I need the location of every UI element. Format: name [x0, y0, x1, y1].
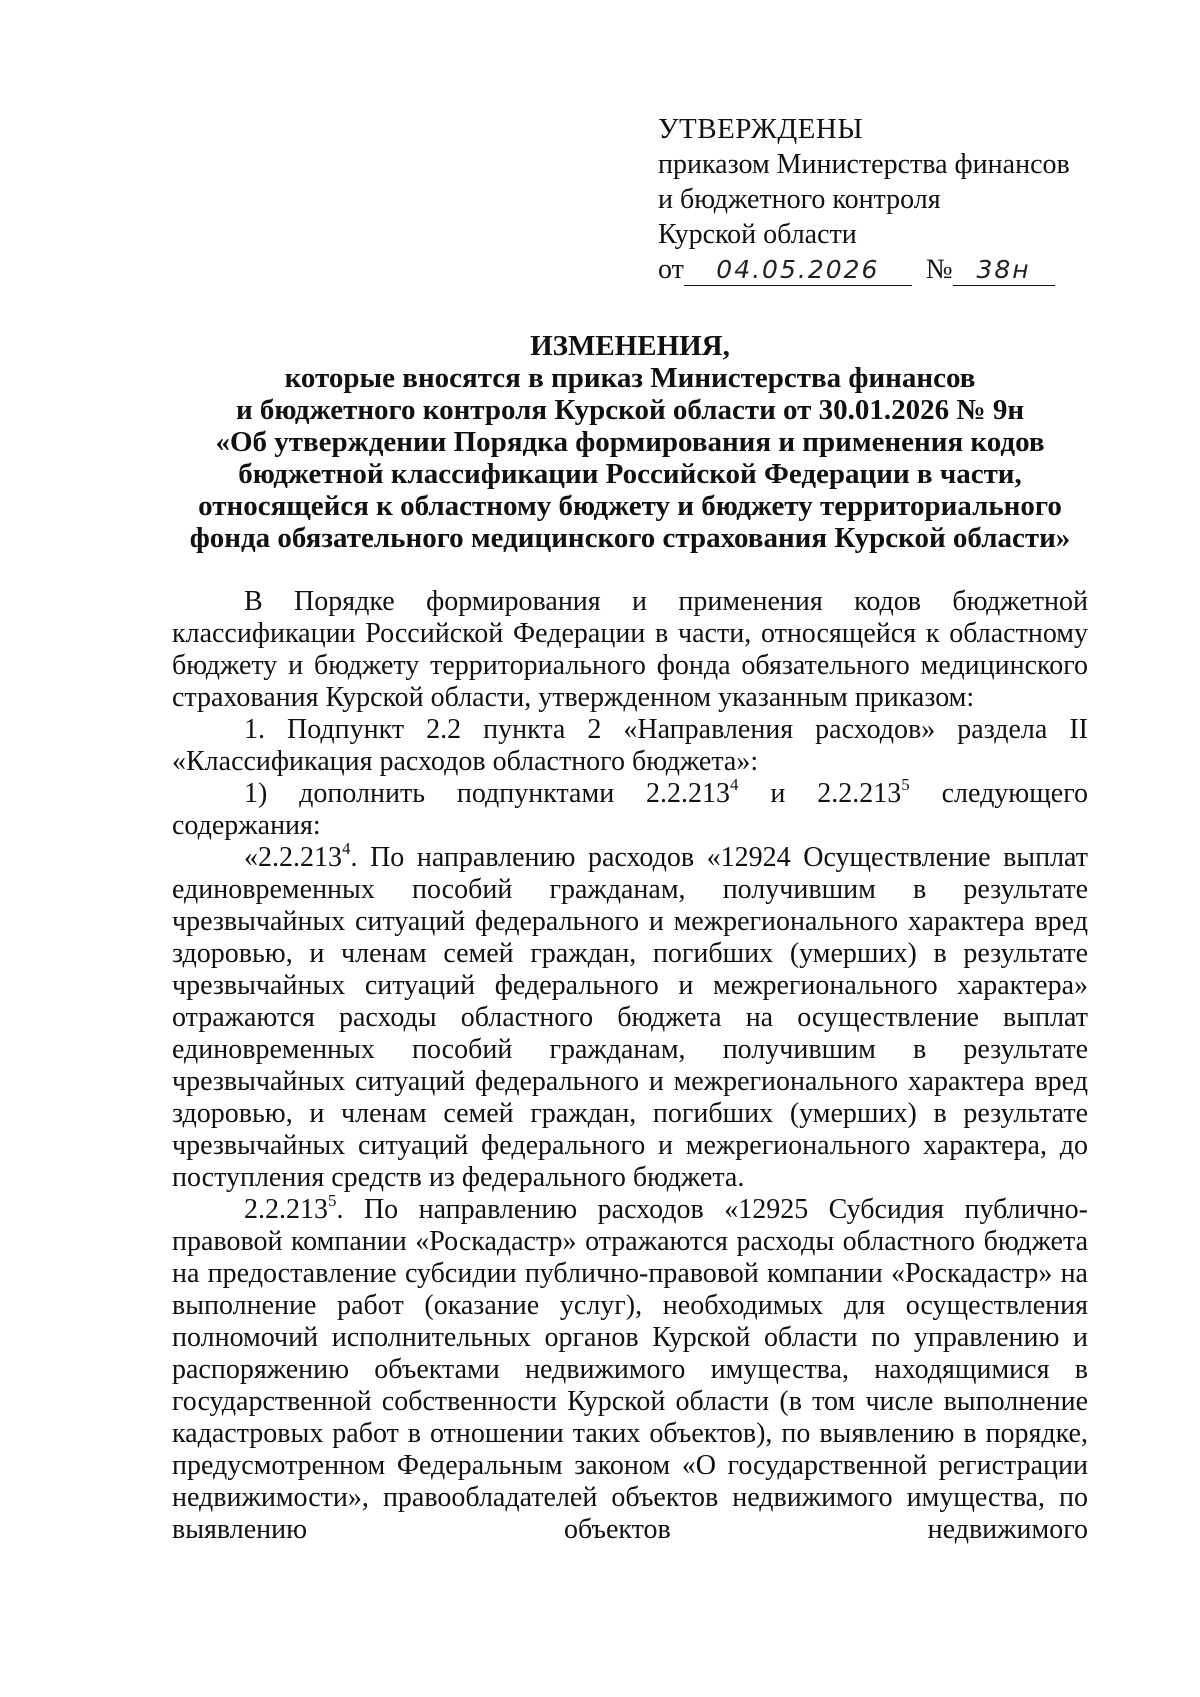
title-line-3: «Об утверждении Порядка формирования и применения кодов	[215, 426, 1045, 458]
superscript: 5	[328, 1191, 337, 1210]
subitem-text-b: и 2.2.213	[738, 778, 902, 809]
superscript: 4	[730, 775, 739, 794]
approval-line-2: и бюджетного контроля	[658, 184, 941, 215]
subitem-text-a: 1) дополнить подпунктами 2.2.213	[244, 778, 731, 809]
approval-line-1: приказом Министерства финансов	[658, 149, 1070, 180]
approval-line-3: Курской области	[658, 219, 857, 250]
document-title	[180, 330, 1080, 554]
date-prefix: от	[658, 254, 684, 285]
intro-paragraph: В Порядке формирования и применения кодов бюджетной классификации Российской Федерации в части, относящейся к областному бюджету и бюджету территориального фонда обязательного медицинского страхования Курской области, утвержденном указанным приказом:	[172, 586, 1088, 713]
subitem-1-paragraph	[172, 775, 1089, 842]
title-heading: ИЗМЕНЕНИЯ,	[530, 330, 730, 362]
handwritten-number: 38н	[953, 255, 1055, 286]
paragraph-2-2-213-4	[172, 839, 1088, 1194]
clause-text: . По направлению расходов «12925 Субсидия публично-правовой компании «Роскадастр» отражаются расходы областного бюджета на предоставление субсидии публично-правовой компании «Роскадастр» на выполнение работ (оказание услуг), необходимых для осуществления полномочий исполнительных органов Курской области по управлению и распоряжению объектами недвижимого имущества, находящимися в государственной собственности Курской области (в том числе выполнение кадастровых работ в отношении таких объектов), по выявлению в порядке, предусмотренном Федеральным законом «О государственной регистрации недвижимости», правообладателей объектов недвижимого имущества, по выявлению объектов недвижимого	[172, 1194, 1088, 1545]
approval-stamp	[658, 112, 1118, 287]
superscript: 4	[342, 839, 351, 858]
title-line-6: фонда обязательного медицинского страхования Курской области»	[189, 522, 1071, 554]
title-line-5: относящейся к областному бюджету и бюджету территориального	[198, 490, 1062, 522]
clause-text: . По направлению расходов «12924 Осуществление выплат единовременных пособий гражданам, получившим в результате чрезвычайных ситуаций федерального и межрегионального характера вред здоровью, и членам семей граждан, погибших (умерших) в результате чрезвычайных ситуаций федерального и межрегионального характера» отражаются расходы областного бюджета на осуществление выплат единовременных пособий гражданам, получившим в результате чрезвычайных ситуаций федерального и межрегионального характера вред здоровью, и членам семей граждан, погибших (умерших) в результате чрезвычайных ситуаций федерального и межрегионального характера, до поступления средств из федерального бюджета.	[172, 842, 1088, 1193]
title-line-4: бюджетной классификации Российской Федерации в части,	[238, 458, 1022, 490]
title-line-1: которые вносятся в приказ Министерства финансов	[284, 362, 976, 394]
superscript: 5	[901, 775, 910, 794]
title-line-2: и бюджетного контроля Курской области от 30.01.2026 № 9н	[235, 394, 1025, 426]
handwritten-date: 04.05.2026	[684, 255, 912, 286]
subitem-text-c: следующего содержания:	[172, 778, 1089, 841]
item-1-paragraph: 1. Подпункт 2.2 пункта 2 «Направления расходов» раздела II «Классификация расходов областного бюджета»:	[172, 714, 1088, 777]
paragraph-2-2-213-5	[172, 1191, 1088, 1546]
clause-number: 2.2.213	[244, 1194, 328, 1225]
approval-heading: УТВЕРЖДЕНЫ	[658, 113, 864, 145]
number-label: №	[925, 254, 953, 285]
document-body	[172, 586, 1088, 1546]
clause-number: «2.2.213	[244, 842, 342, 873]
approval-date-line	[658, 252, 1118, 287]
